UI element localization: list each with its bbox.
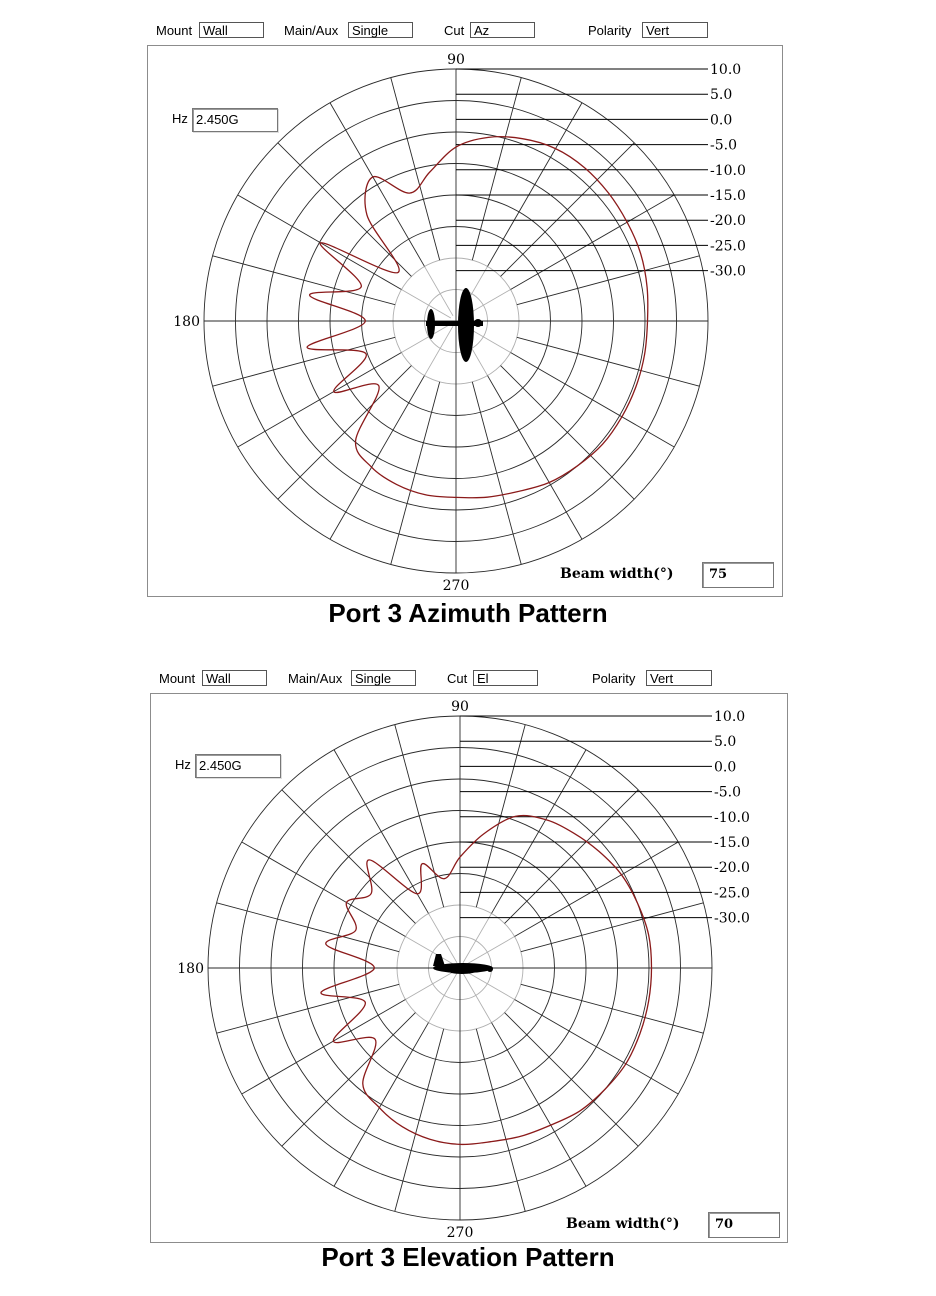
grid-spoke-inner bbox=[405, 937, 454, 966]
aircraft-wing bbox=[448, 968, 476, 974]
grid-spoke bbox=[391, 382, 440, 565]
mainaux-field[interactable]: Single bbox=[348, 22, 413, 38]
angle-label-270: 270 bbox=[442, 578, 470, 594]
beamwidth-label: Beam width(°) bbox=[560, 566, 674, 582]
grid-spoke-inner bbox=[401, 290, 450, 319]
pattern-trace bbox=[321, 816, 652, 1145]
grid-spoke bbox=[395, 725, 444, 908]
polarity-field[interactable]: Vert bbox=[646, 670, 712, 686]
grid-spoke-inner bbox=[429, 913, 458, 962]
radial-tick-label: -25.0 bbox=[714, 885, 750, 902]
mount-label: Mount bbox=[156, 23, 193, 38]
grid-spoke-inner bbox=[425, 266, 454, 315]
angle-label-90: 90 bbox=[451, 699, 469, 715]
cut-field[interactable]: El bbox=[473, 670, 538, 686]
radial-tick-label: -15.0 bbox=[710, 188, 746, 204]
cut-label: Cut bbox=[447, 671, 468, 686]
angle-label-270: 270 bbox=[446, 1225, 474, 1241]
radial-tick-label: 5.0 bbox=[710, 87, 733, 104]
hz-label: Hz bbox=[172, 111, 188, 126]
radial-tick-label: -5.0 bbox=[710, 137, 737, 154]
cut-field[interactable]: Az bbox=[470, 22, 535, 38]
radial-tick-label: -30.0 bbox=[710, 263, 746, 280]
radial-tick-label: -5.0 bbox=[714, 784, 741, 801]
grid-spoke bbox=[217, 984, 400, 1033]
grid-spoke-inner bbox=[429, 973, 458, 1022]
radial-tick-label: 10.0 bbox=[710, 62, 742, 78]
radial-tick-label: 0.0 bbox=[714, 759, 737, 776]
mount-field[interactable]: Wall bbox=[202, 670, 267, 686]
grid-spoke bbox=[476, 1029, 525, 1212]
radial-tick-label: 10.0 bbox=[714, 709, 746, 725]
grid-spoke-inner bbox=[465, 971, 514, 1000]
grid-spoke-inner bbox=[405, 971, 454, 1000]
mainaux-field[interactable]: Single bbox=[351, 670, 416, 686]
angle-label-90: 90 bbox=[447, 52, 465, 68]
grid-spoke bbox=[521, 903, 704, 952]
angle-label-180: 180 bbox=[173, 314, 200, 330]
grid-spoke bbox=[521, 984, 704, 1033]
polarity-label: Polarity bbox=[588, 23, 632, 38]
cut-label: Cut bbox=[444, 23, 465, 38]
grid-spoke-inner bbox=[401, 324, 450, 353]
hz-field[interactable]: 2.450G bbox=[192, 108, 278, 132]
azimuth-polar-plot bbox=[0, 0, 936, 640]
mainaux-label: Main/Aux bbox=[288, 671, 343, 686]
pattern-trace bbox=[307, 137, 648, 498]
radial-tick-label: -20.0 bbox=[714, 860, 750, 877]
grid-spoke-inner bbox=[463, 913, 492, 962]
hz-label: Hz bbox=[175, 757, 191, 772]
elevation-panel bbox=[0, 648, 936, 1288]
polarity-field[interactable]: Vert bbox=[642, 22, 708, 38]
radial-tick-label: -10.0 bbox=[710, 162, 746, 179]
grid-spoke bbox=[472, 382, 521, 565]
radial-tick-label: -25.0 bbox=[710, 238, 746, 255]
radial-tick-label: -20.0 bbox=[710, 213, 746, 230]
grid-spoke bbox=[213, 337, 396, 386]
aircraft-tail bbox=[433, 954, 445, 966]
aircraft-icon bbox=[433, 954, 493, 974]
grid-spoke-inner bbox=[465, 937, 514, 966]
grid-spoke bbox=[472, 78, 521, 261]
chart-title: Port 3 Azimuth Pattern bbox=[328, 598, 608, 628]
hz-field[interactable]: 2.450G bbox=[195, 754, 281, 778]
grid-spoke bbox=[517, 256, 700, 305]
beamwidth-field[interactable]: 75 bbox=[702, 562, 774, 588]
radial-tick-label: 0.0 bbox=[710, 112, 733, 129]
aircraft-icon bbox=[426, 288, 483, 362]
aircraft-nose bbox=[487, 966, 493, 972]
grid-spoke bbox=[395, 1029, 444, 1212]
radial-tick-label: -10.0 bbox=[714, 809, 750, 826]
mount-label: Mount bbox=[159, 671, 196, 686]
angle-label-180: 180 bbox=[177, 961, 204, 977]
polarity-label: Polarity bbox=[592, 671, 636, 686]
azimuth-panel bbox=[0, 0, 936, 640]
aircraft-nose bbox=[474, 319, 482, 327]
grid-spoke bbox=[517, 337, 700, 386]
beamwidth-field[interactable]: 70 bbox=[708, 1212, 780, 1238]
elevation-polar-plot bbox=[0, 648, 936, 1296]
radial-tick-label: 5.0 bbox=[714, 734, 737, 751]
radial-tick-label: -15.0 bbox=[714, 835, 750, 851]
mainaux-label: Main/Aux bbox=[284, 23, 339, 38]
grid-spoke bbox=[217, 903, 400, 952]
mount-field[interactable]: Wall bbox=[199, 22, 264, 38]
chart-title: Port 3 Elevation Pattern bbox=[321, 1242, 615, 1272]
radial-tick-label: -30.0 bbox=[714, 910, 750, 927]
grid-spoke-inner bbox=[463, 973, 492, 1022]
beamwidth-label: Beam width(°) bbox=[566, 1216, 680, 1232]
